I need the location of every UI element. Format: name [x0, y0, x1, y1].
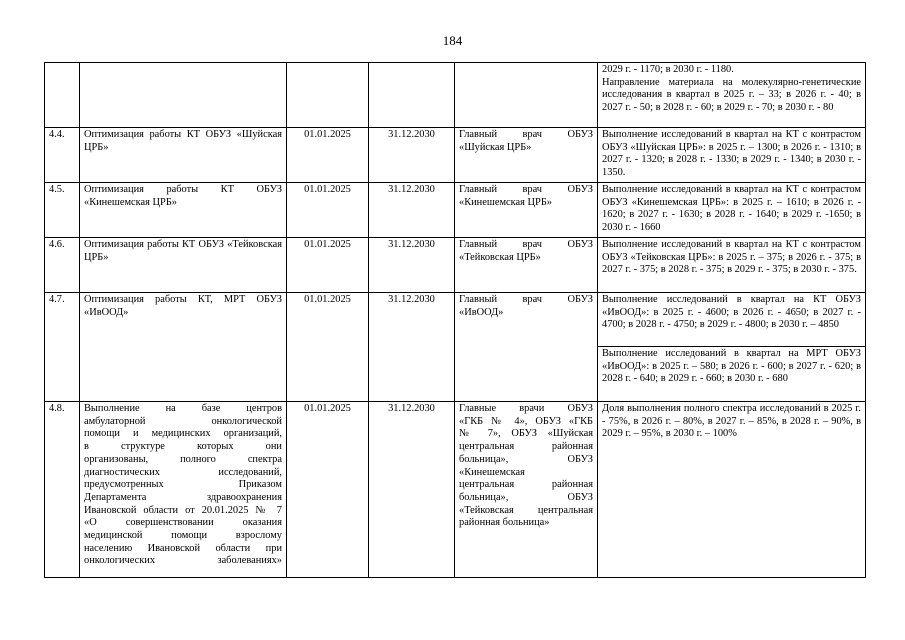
activity-cell: [80, 402, 287, 578]
row-number: 4.5.: [45, 183, 80, 238]
page-number: 184: [442, 33, 463, 48]
responsible-line: № 7», ОБУЗ «Шуйская: [459, 428, 593, 440]
result-cell: [598, 63, 866, 128]
activity-line: медицинской помощи взрослому: [84, 530, 282, 542]
row-number: 4.7.: [45, 293, 80, 402]
activity-line: организованы, полного спектра: [84, 453, 282, 465]
result-cell: Доля выполнения полного спектра исследований в 2025 г. - 75%, в 2026 г. – 80%, в 2027 г. – 85%, в 2028 г. – 90%, в 2029 г. – 95%, в 2030 г. – 100%: [598, 402, 866, 578]
table-row: [45, 402, 866, 578]
activity-line: Департамента здравоохранения: [84, 491, 282, 503]
responsible-cell: Главный врач ОБУЗ «Тейковская ЦРБ»: [455, 238, 598, 293]
row-number: 4.4.: [45, 128, 80, 183]
activity-line: онкологических заболеваниях»: [84, 555, 282, 567]
start-date: 01.01.2025: [287, 293, 369, 402]
responsible-cell: Главный врач ОБУЗ «ИвООД»: [455, 293, 598, 402]
end-date: 31.12.2030: [369, 238, 455, 293]
activity-line: Выполнение на базе центров: [84, 403, 282, 414]
responsible-line: «ГКБ № 4», ОБУЗ «ГКБ: [459, 415, 593, 427]
result-cell: Выполнение исследований в квартал на КТ с контрастом ОБУЗ «Тейковская ЦРБ»: в 2025 г. – 375; в 2026 г. - 375; в 2027 г. - 375; в 2028 г. - 375; в 2029 г. - 375; в 2030 г. - 375.: [598, 238, 866, 293]
activity-cell: Оптимизация работы КТ ОБУЗ «Шуйская ЦРБ»: [80, 128, 287, 183]
result-cell: Выполнение исследований в квартал на КТ с контрастом ОБУЗ «Шуйская ЦРБ»: в 2025 г. – 1300; в 2026 г. - 1310; в 2027 г. - 1320; в 2028 г. - 1330; в 2029 г. - 1340; в 2030 г. - 1350.: [598, 128, 866, 183]
activity-cell: [80, 63, 287, 128]
responsible-line: больница», ОБУЗ: [459, 453, 593, 465]
responsible-line: центральная районная: [459, 441, 593, 453]
table-row: [45, 238, 866, 293]
end-date: 31.12.2030: [369, 183, 455, 238]
end-date: 31.12.2030: [369, 128, 455, 183]
responsible-line: Главные врачи ОБУЗ: [459, 403, 593, 414]
activity-line: Ивановской области от 20.01.2025 № 7: [84, 504, 282, 516]
table-row: [45, 293, 866, 347]
result-cell-kt: Выполнение исследований в квартал на КТ ОБУЗ «ИвООД»: в 2025 г. - 4600; в 2026 г. - 4650; в 2027 г. - 4700; в 2028 г. - 4750; в 2029 г. - 4800; в 2030 г. – 4850: [598, 293, 866, 347]
end-date: 31.12.2030: [369, 402, 455, 578]
responsible-cell: [455, 402, 598, 578]
responsible-line: «Тейковская центральная: [459, 504, 593, 516]
activity-line: «О совершенствовании оказания: [84, 517, 282, 529]
result-line: 2029 г. - 1170; в 2030 г. - 1180.: [602, 64, 734, 75]
responsible-cell: [455, 63, 598, 128]
activity-line: в структуре которых они: [84, 441, 282, 453]
activity-line: населению Ивановской области при: [84, 542, 282, 554]
end-date: [369, 63, 455, 128]
activity-cell: Оптимизация работы КТ ОБУЗ «Кинешемская ЦРБ»: [80, 183, 287, 238]
responsible-line: «Кинешемская: [459, 466, 525, 478]
responsible-line: районная больница»: [459, 517, 550, 529]
activity-cell: Оптимизация работы КТ ОБУЗ «Тейковская ЦРБ»: [80, 238, 287, 293]
activity-line: диагностических исследований,: [84, 466, 282, 478]
table-row: [45, 183, 866, 238]
result-cell-mrt: Выполнение исследований в квартал на МРТ ОБУЗ «ИвООД»: в 2025 г. – 580; в 2026 г. - 600; в 2027 г. - 620; в 2028 г. - 640; в 2029 г. - 660; в 2030 г. - 680: [598, 347, 866, 402]
responsible-line: больница», ОБУЗ: [459, 491, 593, 503]
action-plan-table: [44, 62, 866, 578]
start-date: 01.01.2025: [287, 128, 369, 183]
activity-line: предусмотренных Приказом: [84, 479, 282, 491]
result-cell: Выполнение исследований в квартал на КТ с контрастом ОБУЗ «Кинешемская ЦРБ»: в 2025 г. – 1610; в 2026 г. - 1620; в 2027 г. - 1630; в 2028 г. - 1640; в 2029 г. -1650; в 2030 г. - 1660: [598, 183, 866, 238]
start-date: 01.01.2025: [287, 402, 369, 578]
activity-cell: Оптимизация работы КТ, МРТ ОБУЗ «ИвООД»: [80, 293, 287, 402]
start-date: 01.01.2025: [287, 183, 369, 238]
start-date: [287, 63, 369, 128]
activity-line: амбулаторной онкологической: [84, 415, 282, 427]
responsible-cell: Главный врач ОБУЗ «Кинешемская ЦРБ»: [455, 183, 598, 238]
start-date: 01.01.2025: [287, 238, 369, 293]
end-date: 31.12.2030: [369, 293, 455, 402]
responsible-line: центральная районная: [459, 479, 593, 491]
activity-line: помощи и медицинских организаций,: [84, 428, 282, 440]
row-number: 4.8.: [45, 402, 80, 578]
result-paragraph: Направление материала на молекулярно-генетические исследования в квартал в 2025 г. – 33; в 2026 г. - 40; в 2027 г. - 50; в 2028 г. - 60; в 2029 г. - 70; в 2030 г. - 80: [602, 76, 861, 114]
row-number: [45, 63, 80, 128]
responsible-cell: Главный врач ОБУЗ «Шуйская ЦРБ»: [455, 128, 598, 183]
table-row: [45, 128, 866, 183]
row-number: 4.6.: [45, 238, 80, 293]
table-row: [45, 63, 866, 128]
